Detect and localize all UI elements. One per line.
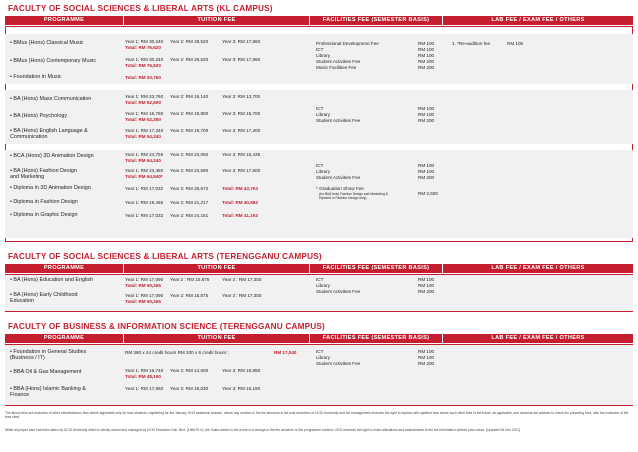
year1-fee: Year 1: RM 17,860 bbox=[125, 386, 164, 391]
year2-fee: Year 2: RM 24,161 bbox=[170, 213, 209, 218]
facility-value: RM 100 bbox=[418, 163, 435, 168]
credit-hour-fee: RM 360 x 44 credit hours RM 200 x 6 credit hours : bbox=[125, 350, 229, 355]
facility-value: RM 100 bbox=[418, 355, 435, 360]
header-lab: LAB FEE / EXAM FEE / OTHERS bbox=[443, 264, 633, 273]
programme-early-childhood-cont: Education bbox=[10, 298, 34, 304]
year1-fee: Year 1: RM 23,450 bbox=[125, 168, 164, 173]
facility-value: RM 100 bbox=[418, 283, 435, 288]
programme-english-language-cont: Communication bbox=[10, 134, 48, 140]
lab-fee-label: 1. *Re-audition fee bbox=[452, 41, 491, 46]
header-facilities: FACILITIES FEE (SEMESTER BASIS) bbox=[310, 264, 442, 273]
year2-fee: Year 2: RM 28,520 bbox=[170, 39, 209, 44]
year2-fee: Year 2: RM 23,050 bbox=[170, 152, 209, 157]
programme-fashion-design: • BA (Hons) Fashion Design bbox=[10, 168, 77, 174]
facility-label: ICT bbox=[316, 163, 324, 168]
programme-contemporary-music: • BMus (Hons) Contemporary Music bbox=[10, 58, 97, 64]
facility-label: ICT bbox=[316, 277, 324, 282]
year1-fee: Year 1: RM 16,780 bbox=[125, 111, 164, 116]
facility-label: Professional Development Fee bbox=[316, 41, 379, 46]
year1-fee: Year 1: RM 17,090 bbox=[125, 277, 164, 282]
facility-label: Student Activities Fee bbox=[316, 175, 361, 180]
year3-fee: Year 3 : RM 17,300 bbox=[222, 277, 262, 282]
year2-fee: Year 2: RM 21,217 bbox=[170, 200, 209, 205]
facility-label: Student Activities Fee bbox=[316, 59, 361, 64]
programme-bba-oil-gas: • BBA Oil & Gas Management bbox=[10, 369, 82, 375]
facility-value: RM 100 bbox=[418, 169, 435, 174]
facility-label: Library bbox=[316, 53, 331, 58]
header-tuition: TUITION FEE bbox=[124, 334, 309, 343]
facility-value: RM 100 bbox=[418, 349, 435, 354]
facility-value: RM 200 bbox=[418, 65, 435, 70]
programme-education-english: • BA (Hons) Education and English bbox=[10, 277, 94, 283]
year2-fee: Year 2 : RM 15,875 bbox=[170, 277, 210, 282]
year1-fee: Year 1: RM 30,240 bbox=[125, 57, 164, 62]
lab-fee-value: RM 100 bbox=[507, 41, 524, 46]
year3-fee: Year 3: RM 17,860 bbox=[222, 57, 261, 62]
programme-foundation-general-cont: (Business / IT) bbox=[10, 355, 45, 361]
header-tuition: TUITION FEE bbox=[124, 264, 309, 273]
footnote: The above fees are exclusive of other miscellaneous fees where applicable only for new students, registering for the January 2013 academic session, where any revision in the fee structure is the sole discretion of UCSI University and the management reserves the right to replace with updated fees where such other fees in the future, as applicable, and students are advised to check the prevailing fees, with the exclusion of the fees cited. bbox=[5, 411, 629, 420]
facility-value: RM 100 bbox=[418, 112, 435, 117]
total-fee: RM 17,040 bbox=[274, 350, 297, 355]
year2-fee: Year 2: RM 16,030 bbox=[170, 386, 209, 391]
total-fee: Total: RM 76,620 bbox=[125, 45, 161, 50]
header-programme: PROGRAMME bbox=[5, 16, 123, 25]
header-programme: PROGRAMME bbox=[5, 264, 123, 273]
total-fee: Total: RM 76,620 bbox=[125, 63, 161, 68]
programme-diploma-fashion: • Diploma in Fashion Design bbox=[10, 199, 78, 205]
section-title-terengganu-business: FACULTY OF BUSINESS & INFORMATION SCIENCE (TERENGGANU CAMPUS) bbox=[8, 322, 325, 331]
total-fee: Total: RM 50,265 bbox=[125, 283, 161, 288]
total-fee: Total: RM 52,600 bbox=[125, 100, 161, 105]
facility-value: RM 200 bbox=[418, 175, 435, 180]
programme-diploma-graphic: • Diploma in Graphic Design bbox=[10, 212, 78, 218]
year3-fee: Year 3: RM 16,850 bbox=[222, 368, 261, 373]
programme-fashion-design-cont: and Marketing bbox=[10, 174, 45, 180]
year1-fee: Year 1: RM 17,032 bbox=[125, 186, 164, 191]
year2-fee: Year 2: RM 19,800 bbox=[170, 111, 209, 116]
year3-fee: Year 3: RM 17,500 bbox=[222, 168, 261, 173]
year1-fee: Year 1: RM 16,740 bbox=[125, 368, 164, 373]
graduation-fee-value: RM 2,500 bbox=[418, 191, 438, 196]
programme-bba-islamic-banking: • BBA (Hons) Islamic Banking & bbox=[10, 386, 86, 392]
facility-label: ICT bbox=[316, 106, 324, 111]
total-fee: Total: RM 54,240 bbox=[125, 134, 161, 139]
total-fee: Total: RM 64,240 bbox=[125, 158, 161, 163]
facility-label: Library bbox=[316, 169, 331, 174]
graduation-fee-note: (for BA(Hons) Fashion Design and Marketing & bbox=[319, 192, 388, 196]
header-lab: LAB FEE / EXAM FEE / OTHERS bbox=[443, 334, 633, 343]
year1-fee: Year 1: RM 17,090 bbox=[125, 293, 164, 298]
programme-foundation-music: • Foundation in Music bbox=[10, 74, 62, 80]
year3-fee: Year 3: RM 15,700 bbox=[222, 111, 261, 116]
graduation-fee-label: * Graduation Show Fee bbox=[316, 186, 364, 191]
year1-fee: Year 1: RM 17,032 bbox=[125, 213, 164, 218]
header-facilities: FACILITIES FEE (SEMESTER BASIS) bbox=[310, 334, 442, 343]
facility-value: RM 100 bbox=[418, 53, 435, 58]
year1-fee: Year 1: RM 23,760 bbox=[125, 94, 164, 99]
year1-fee: Year 1: RM 17,340 bbox=[125, 128, 164, 133]
header-programme: PROGRAMME bbox=[5, 334, 123, 343]
year2-fee: Year 2: RM 15,140 bbox=[170, 94, 209, 99]
year1-fee: Year 1: RM 19,465 bbox=[125, 200, 164, 205]
section-title-kl: FACULTY OF SOCIAL SCIENCES & LIBERAL ARTS (KL CAMPUS) bbox=[8, 4, 273, 13]
facility-label: ICT bbox=[316, 47, 324, 52]
year2-fee: Year 2: RM 19,700 bbox=[170, 128, 209, 133]
header-facilities: FACILITIES FEE (SEMESTER BASIS) bbox=[310, 16, 442, 25]
programme-3d-animation: • BCA (Hons) 3D Animation Design bbox=[10, 153, 94, 159]
total-fee: Total: RM 40,682 bbox=[222, 200, 258, 205]
programme-classical-music: • BMus (Hons) Classical Music bbox=[10, 40, 84, 46]
header-lab: LAB FEE / EXAM FEE / OTHERS bbox=[443, 16, 633, 25]
total-fee: Total: RM 20,760 bbox=[125, 75, 161, 80]
year2-fee: Year 2: RM 26,672 bbox=[170, 186, 209, 191]
facility-value: RM 200 bbox=[418, 289, 435, 294]
facility-value: RM 200 bbox=[418, 118, 435, 123]
facility-label: ICT bbox=[316, 349, 324, 354]
facility-value: RM 100 bbox=[418, 47, 435, 52]
year2-fee: Year 2: RM 15,875 bbox=[170, 293, 209, 298]
programme-foundation-general: • Foundation in General Studies bbox=[10, 349, 87, 355]
facility-value: RM 200 bbox=[418, 361, 435, 366]
facility-value: RM 100 bbox=[418, 106, 435, 111]
programme-diploma-3d-animation: • Diploma in 3D Animation Design bbox=[10, 185, 91, 191]
year2-fee: Year 2: RM 23,590 bbox=[170, 168, 209, 173]
programme-bba-islamic-banking-cont: Finance bbox=[10, 392, 30, 398]
year3-fee: Year 3: RM 16,190 bbox=[222, 386, 261, 391]
year2-fee: Year 2: RM 14,600 bbox=[170, 368, 209, 373]
footnote: While all proper care has been taken by UCSI University which is wholly owned and managed by UCSI Education Sdn. Bhd. (185479-U), the Sales-Admin in the event of a change in the fee structure or the programme content, UCSI reserves the right to make alterations and amendments to the fee information without prior notice. [Updated 28 Nov 2012] bbox=[5, 428, 521, 432]
facility-label: Student Activities Fee bbox=[316, 118, 361, 123]
year1-fee: Year 1: RM 30,240 bbox=[125, 39, 164, 44]
programme-mass-communication: • BA (Hons) Mass Communication bbox=[10, 96, 92, 102]
total-fee: Total: RM 52,280 bbox=[125, 117, 161, 122]
facility-value: RM 100 bbox=[418, 41, 435, 46]
facility-label: Student Activities Fee bbox=[316, 289, 361, 294]
year2-fee: Year 2: RM 28,520 bbox=[170, 57, 209, 62]
section-title-terengganu-social: FACULTY OF SOCIAL SCIENCES & LIBERAL ARTS (TERENGGANU CAMPUS) bbox=[8, 252, 322, 261]
facility-label: Music Facilities Fee bbox=[316, 65, 357, 70]
facility-label: Library bbox=[316, 112, 331, 117]
facility-value: RM 200 bbox=[418, 59, 435, 64]
total-fee: Total: RM 48,190 bbox=[125, 374, 161, 379]
total-fee: Total: RM 50,265 bbox=[125, 299, 161, 304]
year3-fee: Year 3: RM 16,435 bbox=[222, 152, 261, 157]
programme-psychology: • BA (Hons) Psychology bbox=[10, 113, 68, 119]
year3-fee: Year 3: RM 13,700 bbox=[222, 94, 261, 99]
year1-fee: Year 1: RM 24,755 bbox=[125, 152, 164, 157]
year3-fee: Year 3: RM 17,860 bbox=[222, 39, 261, 44]
facility-value: RM 100 bbox=[418, 277, 435, 282]
header-tuition: TUITION FEE bbox=[124, 16, 309, 25]
facility-label: Student Activities Fee bbox=[316, 361, 361, 366]
graduation-fee-note: Diploma in Fashion Design only) bbox=[319, 196, 367, 200]
year3-fee: Year 3 : RM 17,300 bbox=[222, 293, 262, 298]
year3-fee: Year 3: RM 17,200 bbox=[222, 128, 261, 133]
total-fee: Total: RM 41,193 bbox=[222, 213, 258, 218]
facility-label: Library bbox=[316, 283, 331, 288]
programme-english-language: • BA (Hons) English Language & bbox=[10, 128, 88, 134]
facility-label: Library bbox=[316, 355, 331, 360]
total-fee: Total: RM 43,704 bbox=[222, 186, 258, 191]
programme-early-childhood: • BA (Hons) Early Childhood bbox=[10, 292, 78, 298]
total-fee: Total: RM 64,540* bbox=[125, 174, 163, 179]
